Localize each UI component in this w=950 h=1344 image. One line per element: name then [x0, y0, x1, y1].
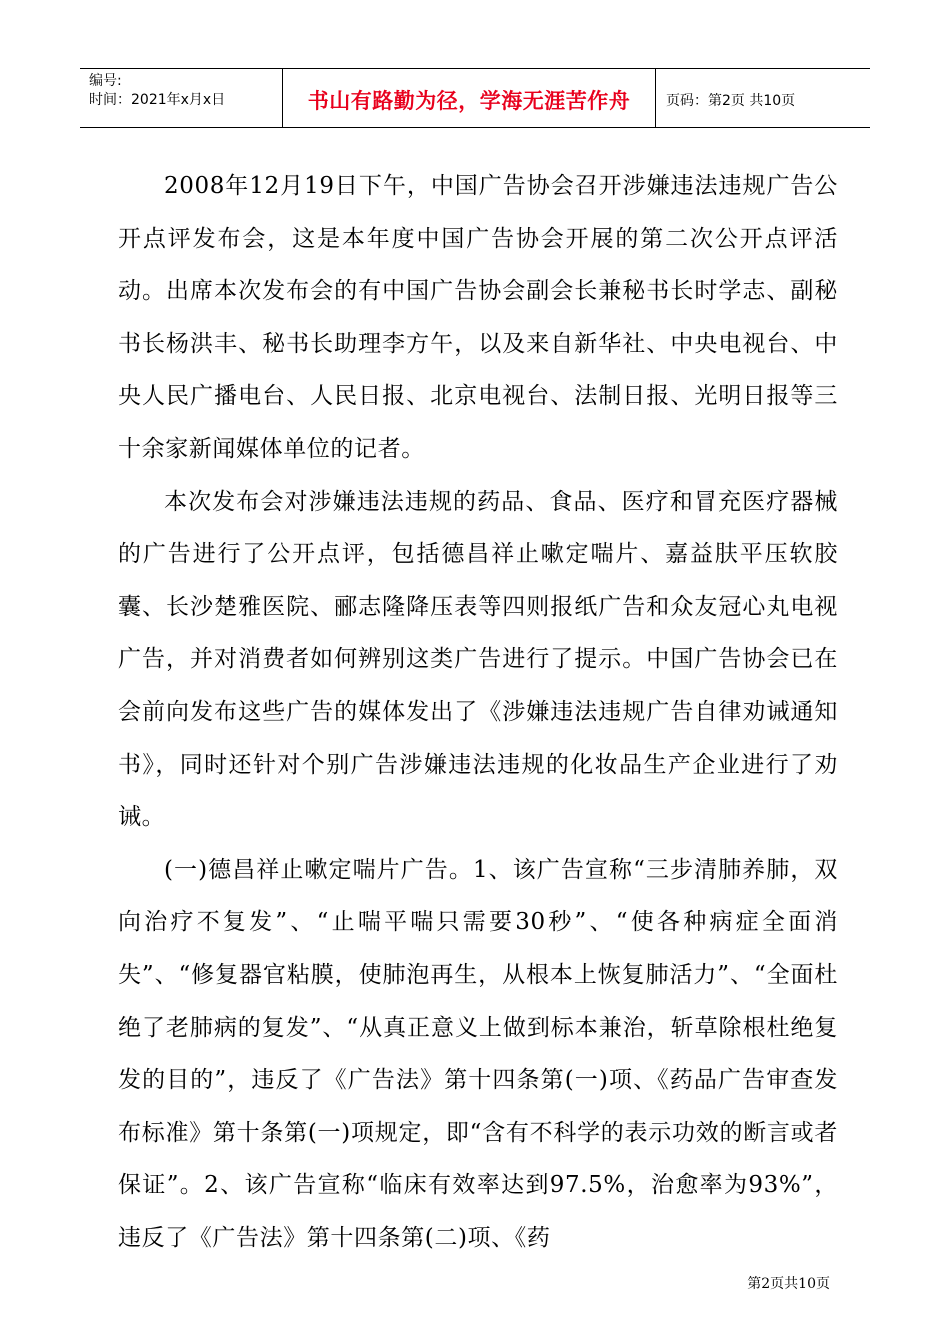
paragraph-3: (一)德昌祥止嗽定喘片广告。1、该广告宣称“三步清肺养肺，双向治疗不复发”、“止喘平喘只需要30秒”、“使各种病症全面消失”、“修复器官粘膜，使肺泡再生，从根本上恢复肺活力”、“全面杜绝了老肺病的复发”、“从真正意义上做到标本兼治，斩草除根杜绝复发的目的”，违反了《广告法》第十四条第(一)项、《药品广告审查发布标准》第十条第(一)项规定，即“含有不科学的表示功效的断言或者保证”。2、该广告宣称“临床有效率达到97.5%，治愈率为93%”，违反了《广告法》第十四条第(二)项、《药 [118, 856, 838, 1251]
paragraph-1: 2008年12月19日下午，中国广告协会召开涉嫌违法违规广告公开点评发布会，这是本年度中国广告协会开展的第二次公开点评活动。出席本次发布会的有中国广告协会副会长兼秘书长时学志、副秘书长杨洪丰、秘书长助理李方午，以及来自新华社、中央电视台、中央人民广播电台、人民日报、北京电视台、法制日报、光明日报等三十余家新闻媒体单位的记者。 [118, 173, 838, 462]
page-header [80, 68, 870, 128]
page-footer: 第2页共10页 [747, 1276, 830, 1292]
header-meta [80, 69, 283, 127]
document-number: 编号: [89, 73, 122, 89]
header-motto: 书山有路勤为径，学海无涯苦作舟 [283, 69, 656, 127]
document-body [118, 160, 838, 1264]
header-page-info: 页码：第2页 共10页 [666, 93, 796, 109]
paragraph-2: 本次发布会对涉嫌违法违规的药品、食品、医疗和冒充医疗器械的广告进行了公开点评，包括德昌祥止嗽定喘片、嘉益肤平压软胶囊、长沙楚雅医院、郦志隆降压表等四则报纸广告和众友冠心丸电视广告，并对消费者如何辨别这类广告进行了提示。中国广告协会已在会前向发布这些广告的媒体发出了《涉嫌违法违规广告自律劝诫通知书》，同时还针对个别广告涉嫌违法违规的化妆品生产企业进行了劝诫。 [118, 488, 838, 831]
document-date: 时间：2021年x月x日 [89, 92, 226, 108]
